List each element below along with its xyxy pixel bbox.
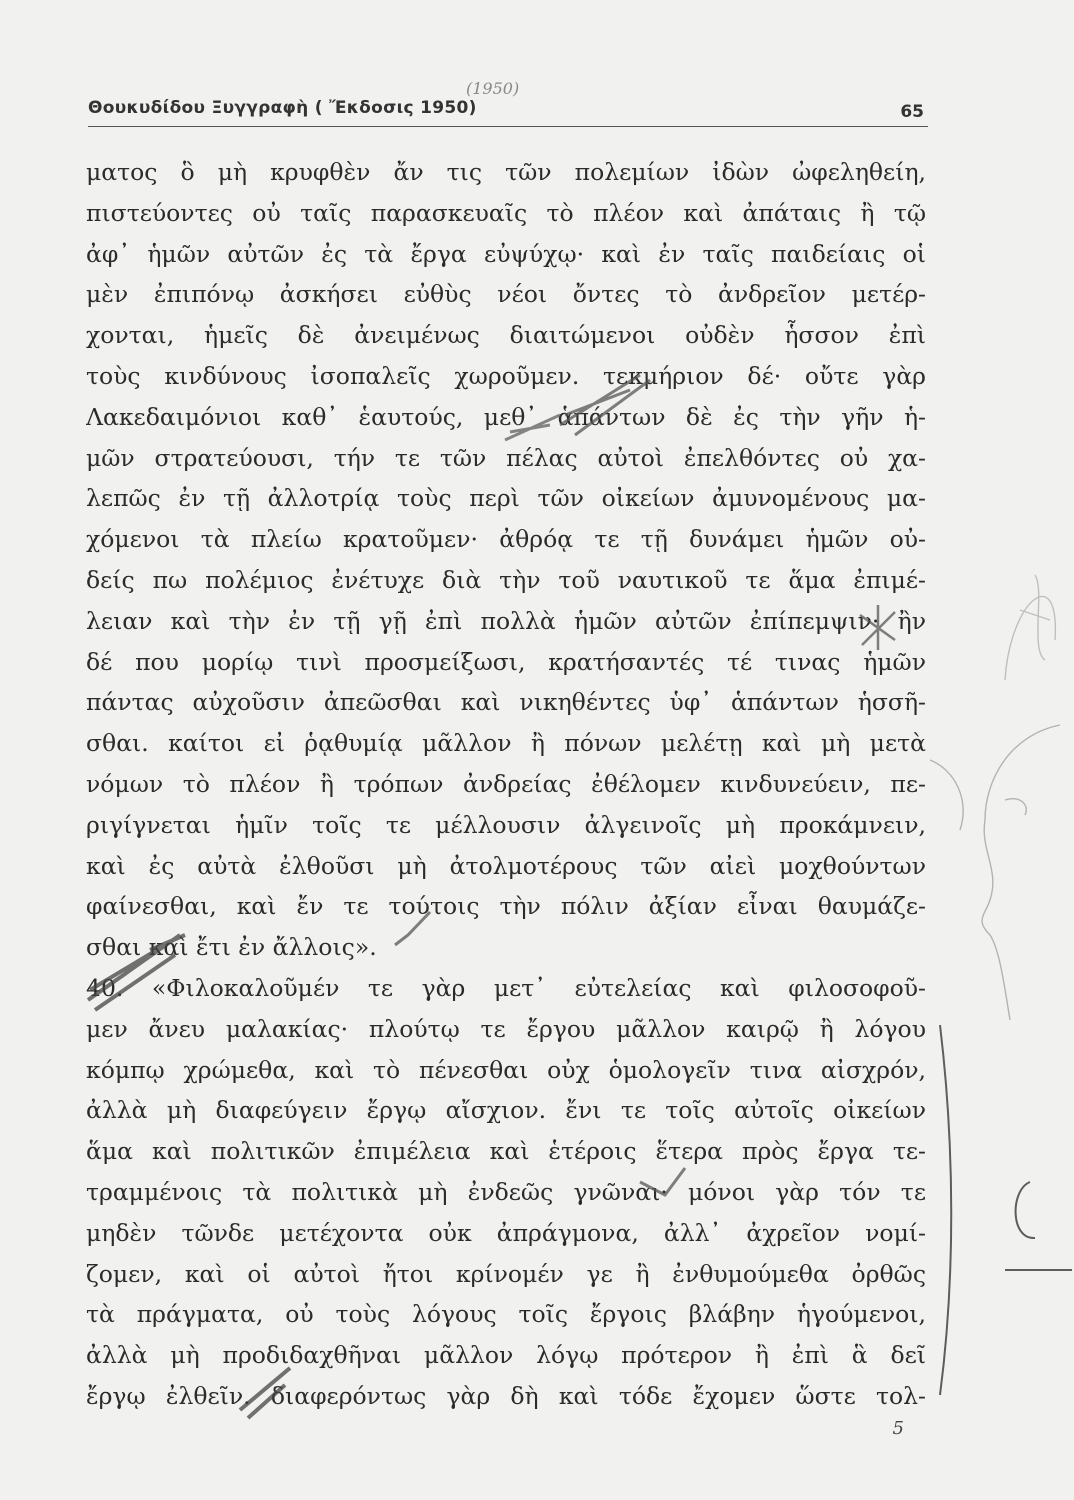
text-line: ἔργῳ ἐλθεῖν. διαφερόντως γὰρ δὴ καὶ τόδε ἔχομεν ὥστε τολ- <box>86 1381 926 1410</box>
body-text <box>86 152 926 1417</box>
text-line: τοὺς κινδύνους ἰσοπαλεῖς χωροῦμεν. τεκμήριον δέ· οὔτε γὰρ <box>86 361 926 390</box>
text-line: λεπῶς ἐν τῇ ἀλλοτρίᾳ τοὺς περὶ τῶν οἰκείων ἀμυνομένους μα- <box>86 484 926 513</box>
text-line: μὲν ἐπιπόνῳ ἀσκήσει εὐθὺς νέοι ὄντες τὸ ἀνδρεῖον μετέρ- <box>86 280 926 309</box>
handwritten-year-note: (1950) <box>466 79 520 98</box>
text-line: ριγίγνεται ἡμῖν τοῖς τε μέλλουσιν ἀλγεινοῖς μὴ προκάμνειν, <box>86 810 926 839</box>
text-line: 40. «Φιλοκαλοῦμέν τε γὰρ μετ᾽ εὐτελείας καὶ φιλοσοφοῦ- <box>86 973 926 1002</box>
text-line: χόμενοι τὰ πλείω κρατοῦμεν· ἀθρόᾳ τε τῇ δυνάμει ἡμῶν οὐ- <box>86 525 926 554</box>
text-line: σθαι καὶ ἔτι ἐν ἄλλοις». <box>86 933 377 962</box>
text-line: ματος ὃ μὴ κρυφθὲν ἄν τις τῶν πολεμίων ἰδὼν ὠφεληθείη, <box>86 158 926 186</box>
header-title: Θουκυδίδου Ξυγγραφὴ ( Ἔκδοσις 1950) <box>88 98 477 118</box>
text-line: μῶν στρατεύουσι, τήν τε τῶν πέλας αὐτοὶ ἐπελθόντες οὐ χα- <box>86 443 926 472</box>
text-line: δείς πω πολέμιος ἐνέτυχε διὰ τὴν τοῦ ναυτικοῦ τε ἅμα ἐπιμέ- <box>86 565 926 594</box>
text-line: ἀλλὰ μὴ διαφεύγειν ἔργῳ αἴσχιον. ἔνι τε τοῖς αὐτοῖς οἰκείων <box>86 1096 926 1125</box>
running-header <box>88 96 928 127</box>
text-line: φαίνεσθαι, καὶ ἔν τε τούτοις τὴν πόλιν ἀξίαν εἶναι θαυμάζε- <box>86 892 926 921</box>
profile-sketch <box>930 725 1060 1020</box>
text-line: τραμμένοις τὰ πολιτικὰ μὴ ἐνδεῶς γνῶναι· μόνοι γὰρ τόν τε <box>86 1177 926 1206</box>
text-line: νόμων τὸ πλέον ἢ τρόπων ἀνδρείας ἐθέλομεν κινδυνεύειν, πε- <box>86 769 926 798</box>
text-line: τὰ πράγματα, οὐ τοὺς λόγους τοῖς ἔργοις βλάβην ἡγούμενοι, <box>86 1300 926 1329</box>
footer-signature: 5 <box>892 1418 904 1439</box>
text-line: Λακεδαιμόνιοι καθ᾽ ἑαυτούς, μεθ᾽ ἁπάντων δὲ ἐς τὴν γῆν ἡ- <box>86 402 926 431</box>
text-line: κόμπῳ χρώμεθα, καὶ τὸ πένεσθαι οὐχ ὁμολογεῖν τινα αἰσχρόν, <box>86 1055 926 1084</box>
text-line: ἀφ᾽ ἡμῶν αὐτῶν ἐς τὰ ἔργα εὐψύχῳ· καὶ ἐν ταῖς παιδείαις οἱ <box>86 239 926 268</box>
text-line: ἀλλὰ μὴ προδιδαχθῆναι μᾶλλον λόγῳ πρότερον ἢ ἐπὶ ἃ δεῖ <box>86 1341 926 1370</box>
text-line: μεν ἄνευ μαλακίας· πλούτῳ τε ἔργου μᾶλλον καιρῷ ἢ λόγου <box>86 1014 926 1043</box>
margin-scribble <box>1005 575 1055 680</box>
text-line: μηδὲν τῶνδε μετέχοντα οὐκ ἀπράγμονα, ἀλλ᾽ ἀχρεῖον νομί- <box>86 1218 926 1247</box>
text-line: ἅμα καὶ πολιτικῶν ἐπιμέλεια καὶ ἑτέροις ἕτερα πρὸς ἔργα τε- <box>86 1137 926 1166</box>
text-line: καὶ ἐς αὐτὰ ἐλθοῦσι μὴ ἀτολμοτέρους τῶν αἰεὶ μοχθούντων <box>86 851 926 880</box>
text-line: πιστεύοντες οὐ ταῖς παρασκευαῖς τὸ πλέον καὶ ἀπάταις ἢ τῷ <box>86 198 926 227</box>
text-line: λειαν καὶ τὴν ἐν τῇ γῇ ἐπὶ πολλὰ ἡμῶν αὐτῶν ἐπίπεμψιν· ἢν <box>86 606 926 635</box>
margin-bracket <box>940 1025 1072 1395</box>
text-line: σθαι. καίτοι εἰ ῥᾳθυμίᾳ μᾶλλον ἢ πόνων μελέτῃ καὶ μὴ μετὰ <box>86 729 926 758</box>
text-line: ζομεν, καὶ οἱ αὐτοὶ ἤτοι κρίνομέν γε ἢ ἐνθυμούμεθα ὀρθῶς <box>86 1259 926 1288</box>
text-line: πάντας αὐχοῦσιν ἀπεῶσθαι καὶ νικηθέντες ὑφ᾽ ἁπάντων ἡσσῆ- <box>86 688 926 717</box>
text-line: δέ που μορίῳ τινὶ προσμείξωσι, κρατήσαντές τέ τινας ἡμῶν <box>86 647 926 676</box>
page-number: 65 <box>900 102 924 122</box>
text-line: χονται, ἡμεῖς δὲ ἀνειμένως διαιτώμενοι οὐδὲν ἧσσον ἐπὶ <box>86 321 926 350</box>
